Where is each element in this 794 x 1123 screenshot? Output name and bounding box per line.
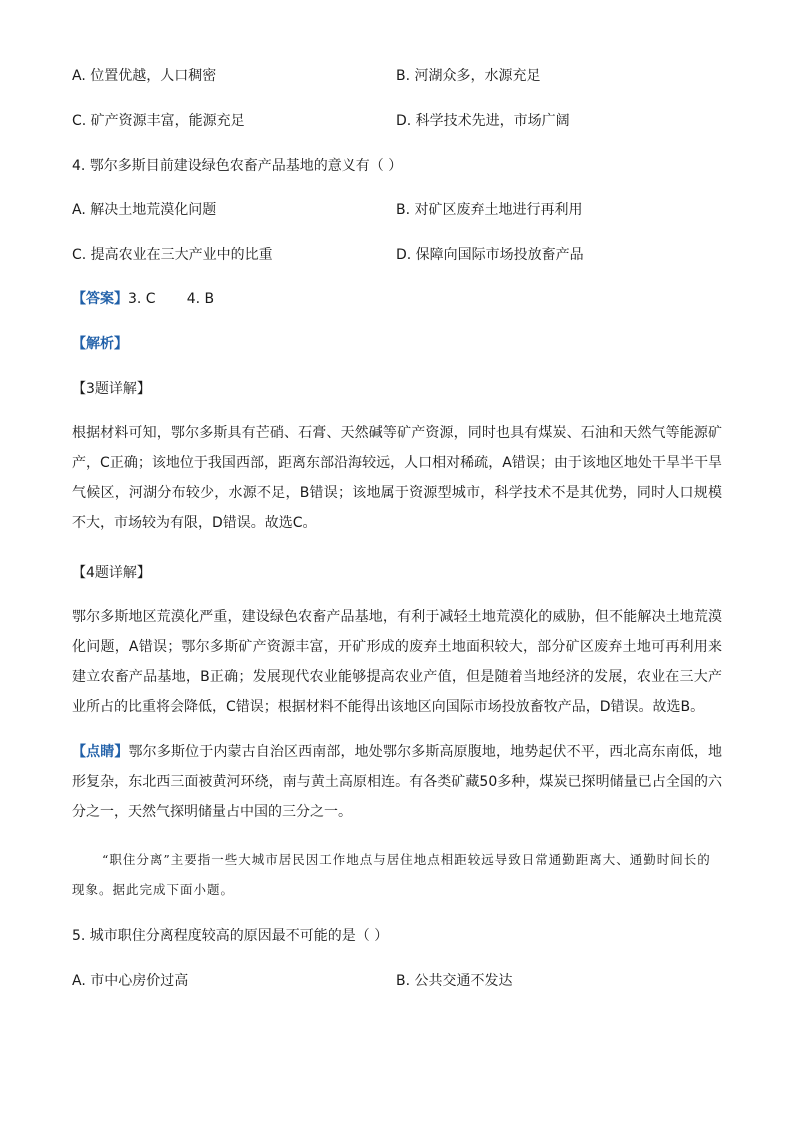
q4-option-b: B. 对矿区废弃土地进行再利用 bbox=[396, 202, 583, 218]
detail4-heading: 【4题详解】 bbox=[72, 565, 151, 581]
q4-option-a: A. 解决土地荒漠化问题 bbox=[72, 202, 217, 218]
dianjing-content bbox=[72, 737, 722, 827]
q3-option-b: B. 河湖众多，水源充足 bbox=[396, 68, 541, 84]
q3-option-a: A. 位置优越，人口稠密 bbox=[72, 68, 217, 84]
q4-option-d: D. 保障向国际市场投放畜产品 bbox=[396, 247, 584, 263]
q4-option-c: C. 提高农业在三大产业中的比重 bbox=[72, 247, 273, 263]
dianjing-text: 鄂尔多斯位于内蒙古自治区西南部，地处鄂尔多斯高原腹地，地势起伏不平，西北高东南低，地形复杂，东北西三面被黄河环绕，南与黄土高原相连。有各类矿藏50多种，煤炭已探明储量已占全国的六分之一，天然气探明储量占中国的三分之一。 bbox=[72, 744, 723, 820]
analysis-tag: 【解析】 bbox=[72, 336, 128, 352]
q4-stem: 4. 鄂尔多斯目前建设绿色农畜产品基地的意义有（ ） bbox=[72, 158, 403, 174]
q5-options-row-1 bbox=[72, 971, 732, 991]
material-text: “职住分离”主要指一些大城市居民因工作地点与居住地点相距较远导致日常通勤距离大、通勤时间长的现象。据此完成下面小题。 bbox=[72, 852, 711, 897]
q4-options-row-1 bbox=[72, 200, 732, 220]
answer-text: 3. C 4. B bbox=[128, 291, 215, 307]
detail3-paragraph bbox=[72, 418, 722, 538]
q3-options-row-1 bbox=[72, 66, 732, 86]
detail4-paragraph bbox=[72, 602, 722, 722]
detail3-heading: 【3题详解】 bbox=[72, 381, 151, 397]
answer-line bbox=[72, 289, 214, 309]
q5-stem: 5. 城市职住分离程度较高的原因最不可能的是（ ） bbox=[72, 928, 389, 944]
q5-option-a: A. 市中心房价过高 bbox=[72, 973, 189, 989]
answer-tag: 【答案】 bbox=[72, 291, 128, 307]
dianjing-tag: 【点睛】 bbox=[72, 744, 129, 760]
detail3-text: 根据材料可知，鄂尔多斯具有芒硝、石膏、天然碱等矿产资源，同时也具有煤炭、石油和天然气等能源矿产，C正确；该地位于我国西部，距离东部沿海较远，人口相对稀疏，A错误；由于该地区地处干旱半干旱气候区，河湖分布较少，水源不足，B错误；该地属于资源型城市，科学技术不是其优势，同时人口规模不大，市场较为有限，D错误。故选C。 bbox=[72, 425, 722, 531]
dianjing-paragraph bbox=[72, 737, 722, 827]
detail4-text: 鄂尔多斯地区荒漠化严重，建设绿色农畜产品基地，有利于减轻土地荒漠化的威胁，但不能解决土地荒漠化问题，A错误；鄂尔多斯矿产资源丰富，开矿形成的废弃土地面积较大，部分矿区废弃土地可再利用来建立农畜产品基地，B正确；发展现代农业能够提高农业产值，但是随着当地经济的发展，农业在三大产业所占的比重将会降低，C错误；根据材料不能得出该地区向国际市场投放畜牧产品，D错误。故选B。 bbox=[72, 609, 722, 715]
q4-options-row-2 bbox=[72, 245, 732, 265]
q3-option-c: C. 矿产资源丰富，能源充足 bbox=[72, 113, 245, 129]
q3-options-row-2 bbox=[72, 111, 732, 131]
q5-option-b: B. 公共交通不发达 bbox=[396, 973, 513, 989]
q3-option-d: D. 科学技术先进，市场广阔 bbox=[396, 113, 570, 129]
